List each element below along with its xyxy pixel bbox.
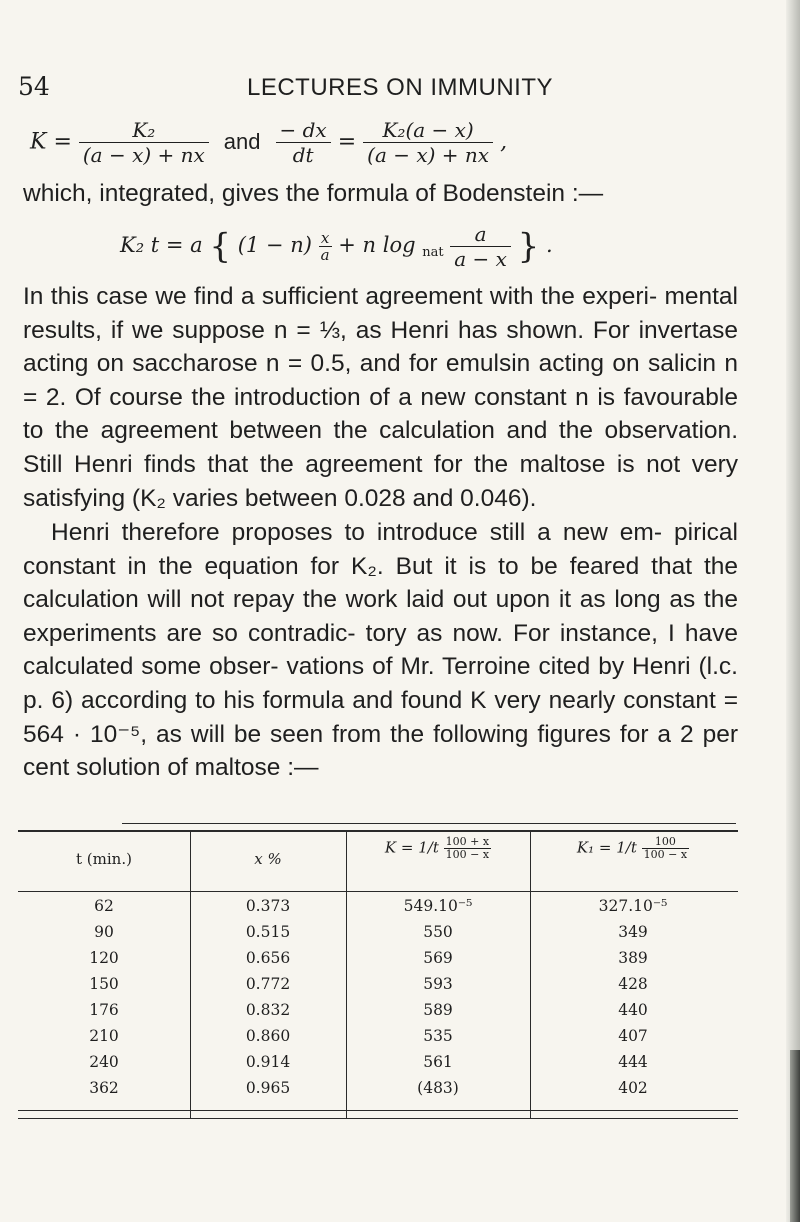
- table-row: 240: [89, 1053, 119, 1071]
- table-cell: 535: [423, 1027, 453, 1045]
- table-cell: 389: [618, 949, 648, 967]
- table-cell: (483): [417, 1079, 459, 1097]
- eq1-lhs: K: [30, 129, 47, 155]
- table-cell: 440: [618, 1001, 648, 1019]
- table-cell: 349: [618, 923, 648, 941]
- eq1-derivative: $\frac{- dx}{dt}$: [276, 118, 331, 167]
- equation-2-bodenstein: K₂ t = a { (1 − n) $\frac{x}{a}$ + n log $_{nat}$ $\frac{a}{a - x}$ } .: [120, 222, 553, 271]
- table-cell: 0.515: [245, 923, 291, 941]
- table-cell: 549.10⁻⁵: [403, 897, 473, 915]
- table-row: 210: [89, 1027, 119, 1045]
- eq2-exponent: $\frac{x}{a}$: [320, 229, 330, 264]
- table-row: 120: [89, 949, 119, 967]
- equation-1: K = $\frac{\text{K₂}}{(a - x) + nx}$ and $\frac{- dx}{dt}$ = $\frac{\text{K₂(a − x)}}{(a - x) + nx}$ ,: [30, 118, 508, 167]
- table-cell: 0.914: [245, 1053, 291, 1071]
- table-cell: 444: [618, 1053, 648, 1071]
- running-head: LECTURES ON IMMUNITY: [246, 74, 553, 101]
- table-row: 62: [94, 897, 114, 915]
- table-cell: 0.832: [245, 1001, 291, 1019]
- table-cell: 407: [618, 1027, 648, 1045]
- page-number: 54: [18, 72, 50, 101]
- page-header: [0, 72, 800, 108]
- table-cell: 428: [618, 975, 648, 993]
- page-edge-dark: [790, 1050, 800, 1222]
- table-cell: 0.860: [245, 1027, 291, 1045]
- table-cell: 569: [423, 949, 453, 967]
- header-k1: K₁ = 1/t $\frac{100}{100 - x}$: [576, 835, 688, 861]
- table-cell: 327.10⁻⁵: [598, 897, 668, 915]
- table-cell: 0.373: [245, 897, 291, 915]
- page-edge-shadow: [786, 0, 800, 1222]
- table-cell: 0.656: [245, 949, 291, 967]
- header-time: t (min.): [76, 850, 132, 868]
- eq2-log-fraction: $\frac{a}{a - x}$: [450, 222, 511, 271]
- eq1-fraction-2: $\frac{\text{K₂(a − x)}}{(a - x) + nx}$: [363, 118, 493, 167]
- table-row: 90: [94, 923, 114, 941]
- paragraph-2: Henri therefore proposes to introduce still a new em- pirical constant in the equation for K₂. But it is to be feared that the calculation will not repay the work laid out upon it as long as the experiments are so contradic- tory as now. For instance, I have calculated some obser- vations of Mr. Terroine cited by Henri (l.c. p. 6) according to his formula and found K very nearly constant = 564 · 10⁻⁵, as will be seen from the following figures for a 2 per cent solution of maltose :—: [23, 519, 738, 782]
- header-k: K = 1/t $\frac{100 + x}{100 - x}$: [384, 835, 490, 861]
- table-cell: 0.965: [245, 1079, 291, 1097]
- paragraph-1: In this case we find a sufficient agreement with the experi- mental results, if we suppose n = ⅓, as Henri has shown. For invertase acting on saccharose n = 0.5, and for emulsin acting on salicin n = 2. Of course the introduction of a new constant n is favourable to the agreement between the calculation and the observation. Still Henri finds that the agreement for the maltose is not very satisfying (K₂ varies between 0.028 and 0.046).: [23, 283, 738, 512]
- table-cell: 550: [423, 923, 453, 941]
- table-cell: 402: [618, 1079, 648, 1097]
- eq1-connector: and: [223, 128, 261, 154]
- line-after-equation-1: which, integrated, gives the formula of Bodenstein :—: [23, 180, 604, 207]
- table-row: 362: [89, 1079, 119, 1097]
- table-cell: 593: [423, 975, 453, 993]
- table-cell: 0.772: [245, 975, 291, 993]
- table-row: 176: [89, 1001, 119, 1019]
- table-cell: 561: [423, 1053, 453, 1071]
- eq1-fraction-1: $\frac{\text{K₂}}{(a - x) + nx}$: [79, 118, 209, 167]
- table-cell: 589: [423, 1001, 453, 1019]
- table-row: 150: [89, 975, 119, 993]
- header-x-percent: x %: [254, 850, 282, 868]
